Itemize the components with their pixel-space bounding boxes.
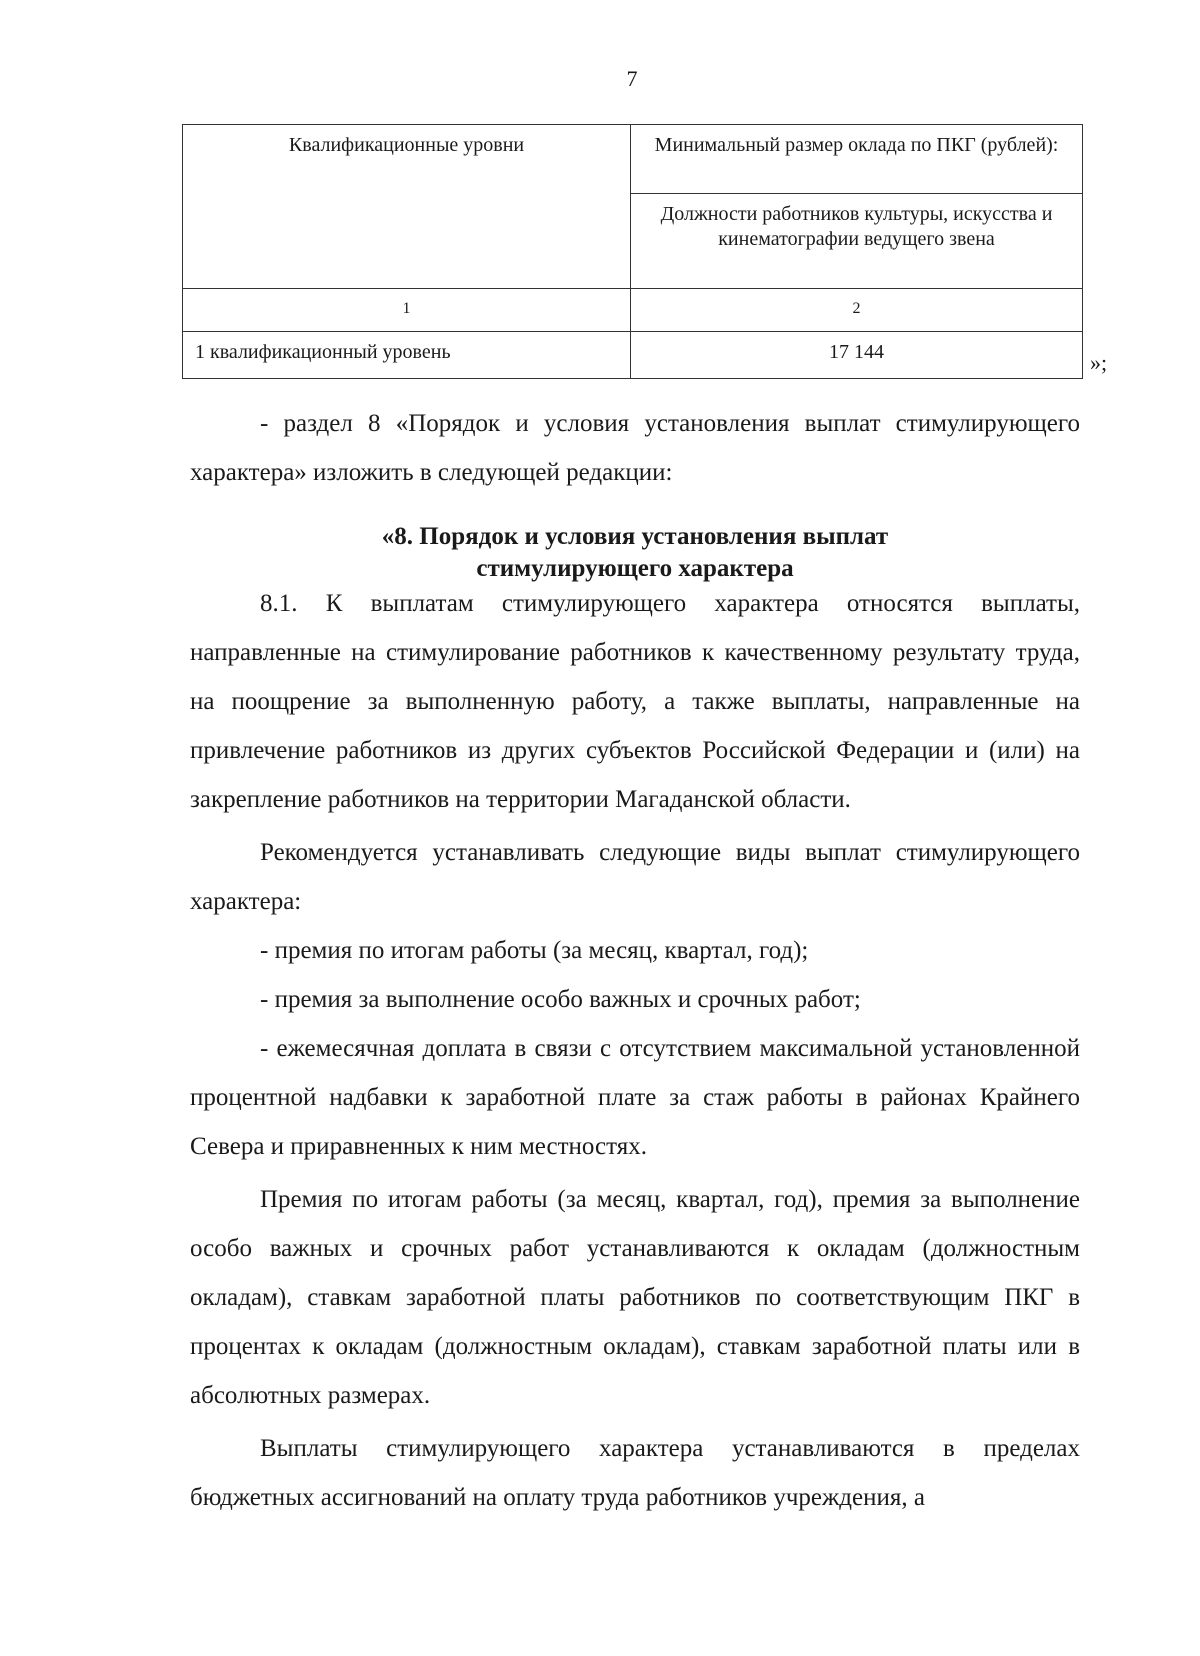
section-heading-line-2: стимулирующего характера	[476, 555, 794, 582]
table-cell-level: 1 квалификационный уровень	[183, 332, 631, 379]
section-heading	[190, 521, 1080, 585]
table-numbering-row	[183, 289, 1083, 332]
table-header-positions: Должности работников культуры, искусства и кинематографии ведущего звена	[631, 194, 1083, 289]
paragraph-8-1: 8.1. К выплатам стимулирующего характера относятся выплаты, направленные на стимулирование работников к качественному результату труда, на поощрение за выполненную работу, а также выплаты, направленные на привлечение работников из других субъектов Российской Федерации и (или) на закрепление работников на территории Магаданской области.	[190, 590, 1080, 813]
salary-table	[182, 124, 1083, 379]
paragraph-premium: Премия по итогам работы (за месяц, квартал, год), премия за выполнение особо важных и срочных работ устанавливаются к окладам (должностным окладам), ставкам заработной платы работников по соответствующим ПКГ в процентах к окладам (должностным окладам), ставкам заработной платы или в абсолютных размерах.	[190, 1186, 1080, 1409]
section-body	[190, 579, 1080, 1522]
paragraph-budget: Выплаты стимулирующего характера устанавливаются в пределах бюджетных ассигнований на оплату труда работников учреждения, а	[190, 1435, 1080, 1511]
table-closing-quote: »;	[1090, 350, 1108, 375]
intro-text: - раздел 8 «Порядок и условия установления выплат стимулирующего характера» изложить в следующей редакции:	[190, 410, 1080, 486]
section-heading-line-1: «8. Порядок и условия установления выплат	[381, 523, 889, 550]
intro-paragraph	[190, 399, 1080, 497]
page-number: 7	[626, 66, 638, 91]
table-row	[183, 332, 1083, 379]
table-col-number-2: 2	[631, 289, 1083, 332]
table-col-number-1: 1	[183, 289, 631, 332]
list-item: - ежемесячная доплата в связи с отсутствием максимальной установленной процентной надбавки к заработной плате за стаж работы в районах Крайнего Севера и приравненных к ним местностях.	[190, 1035, 1080, 1160]
list-item: - премия за выполнение особо важных и срочных работ;	[260, 986, 861, 1013]
table-header-min-salary: Минимальный размер оклада по ПКГ (рублей):	[631, 125, 1083, 194]
list-item: - премия по итогам работы (за месяц, квартал, год);	[260, 937, 809, 964]
table-header-levels: Квалификационные уровни	[183, 125, 631, 289]
table-cell-salary: 17 144	[631, 332, 1083, 379]
paragraph-recommended: Рекомендуется устанавливать следующие виды выплат стимулирующего характера:	[190, 839, 1080, 915]
